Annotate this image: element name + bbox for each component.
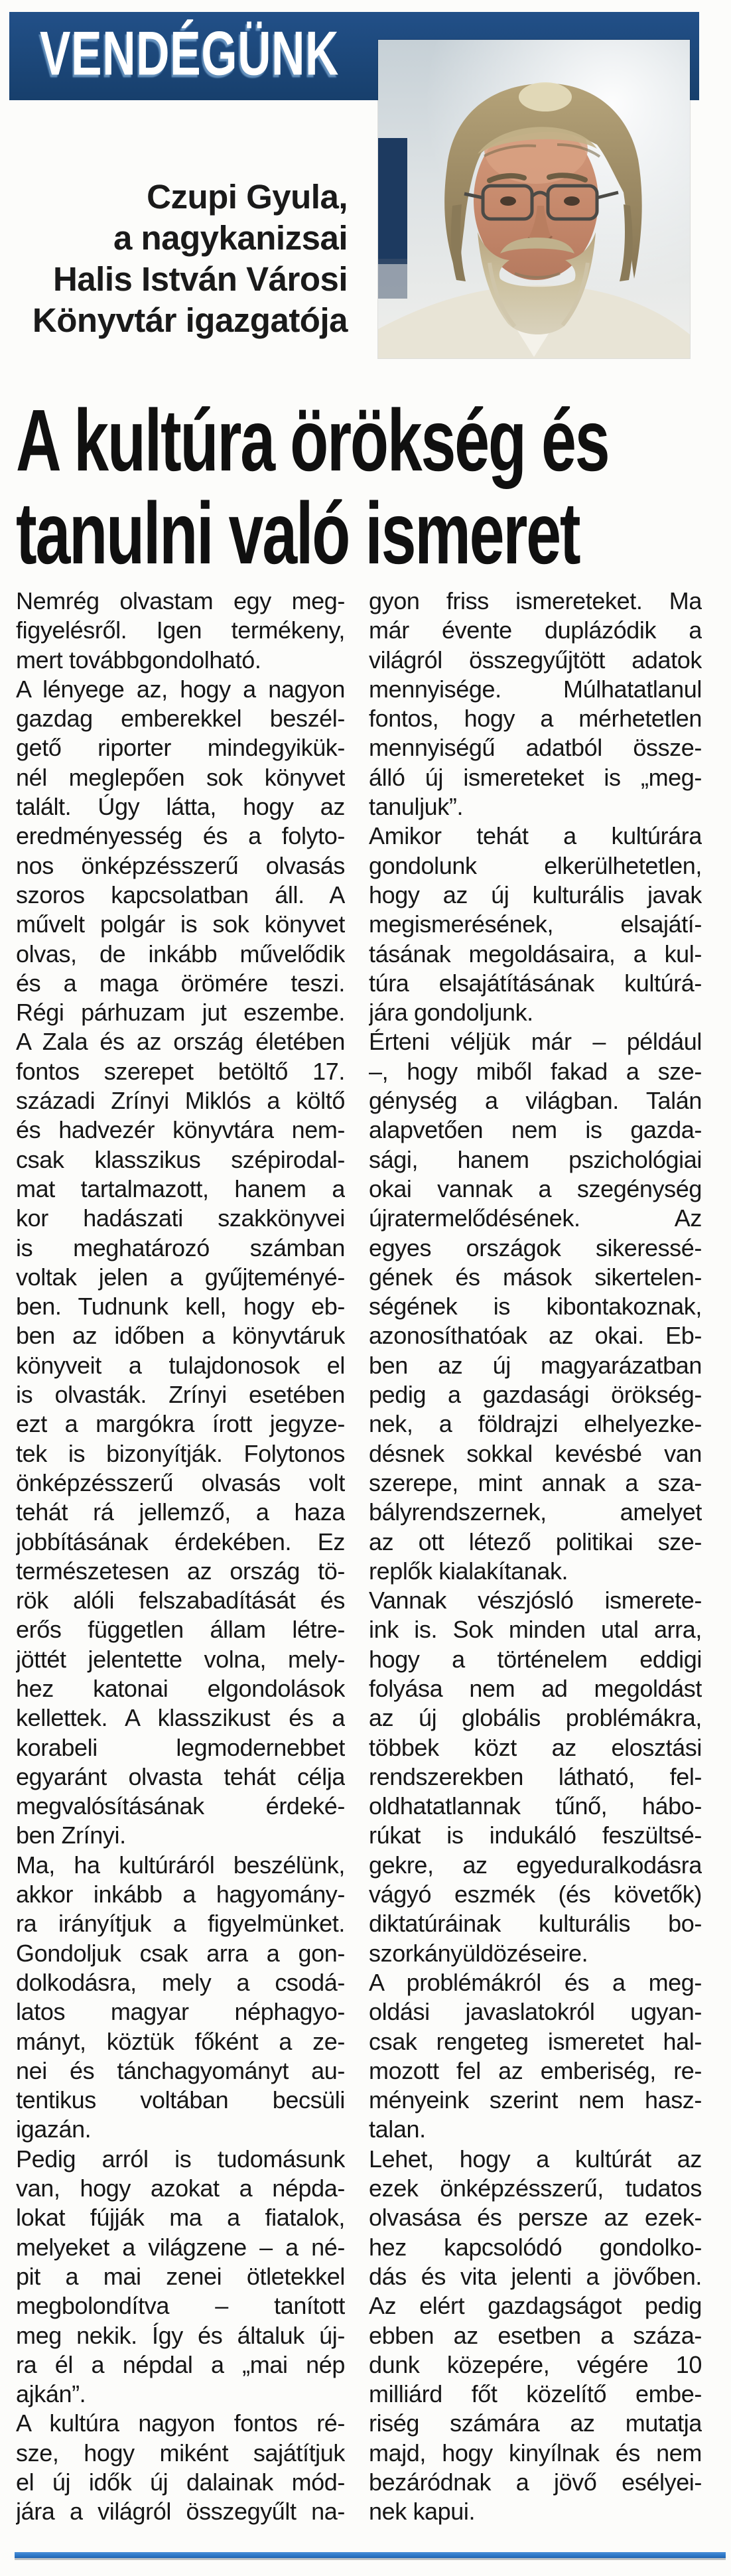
text-line: szorkányüldözéseire. [369, 1939, 588, 1967]
text-line: gető riporter mindegyikük- [16, 734, 345, 762]
text-line: fontos szerepet betöltő 17. [16, 1057, 345, 1085]
text-line: gazdag emberekkel beszél- [16, 705, 345, 733]
caption-line: a nagykanizsai [113, 219, 348, 257]
text-line: talált. Úgy látta, hogy az [16, 793, 345, 821]
text-line: századi Zrínyi Miklós a költő [16, 1087, 345, 1115]
text-line: nek, a földrajzi elhelyezke- [369, 1410, 702, 1438]
caption-line: Könyvtár igazgatója [32, 301, 348, 339]
text-line: van, hogy azokat a népda- [16, 2175, 345, 2202]
text-line: latos magyar néphagyo- [16, 1998, 345, 2026]
text-line: csak klasszikus szépirodal- [16, 1145, 345, 1173]
text-line: ben az új magyarázatban [369, 1351, 702, 1379]
headline-line-1: A kultúra örökség és [16, 392, 609, 489]
text-line: gondolunk elkerülhetetlen, [369, 851, 702, 879]
text-line: meg nekik. Így és általuk új- [16, 2321, 345, 2349]
text-line: gyon friss ismereteket. Ma [369, 587, 702, 614]
left-column [16, 587, 345, 2527]
text-line: voltak jelen a gyűjteményé- [16, 1263, 345, 1291]
text-line: már évente duplázódik a [369, 616, 702, 644]
text-line: désnek sokkal kevésbé van [369, 1439, 702, 1467]
text-line: el új idők új dalainak mód- [16, 2469, 345, 2496]
text-line: Pedig arról is tudomásunk [16, 2145, 345, 2173]
text-line: milliárd főt közelítő embe- [369, 2380, 702, 2408]
text-line: korabeli legmodernebbet [16, 1733, 345, 1761]
text-line: is olvasták. Zrínyi esetében [16, 1381, 345, 1409]
text-line: sági, hanem pszichológiai [369, 1145, 702, 1173]
text-line: és a maga örömére teszi. [16, 969, 345, 997]
text-line: tanuljuk”. [369, 793, 464, 821]
text-line: nos önképzésszerű olvasás [16, 851, 345, 879]
bottom-rule [15, 2552, 726, 2558]
text-line: talan. [369, 2115, 426, 2143]
text-line: pit a mai zenei ötletekkel [16, 2262, 345, 2290]
text-line: A Zala és az ország életében [16, 1028, 345, 1056]
text-line: ben az időben a könyvtáruk [16, 1322, 345, 1350]
text-line: nei és tánchagyományt au- [16, 2056, 345, 2084]
text-line: hez kapcsolódó gondolko- [369, 2233, 702, 2261]
text-line: gekre, az egyeduralkodásra [369, 1851, 702, 1879]
text-line: ezek önképzésszerű, tudatos [369, 2175, 702, 2202]
text-line: ajkán”. [16, 2380, 86, 2408]
text-line: erős független állam létre- [16, 1616, 345, 1644]
text-line: Nemrég olvastam egy meg- [16, 587, 345, 614]
text-line: egyes országok sikeressé- [369, 1234, 702, 1261]
text-line: tehát rá jellemző, a haza [16, 1498, 345, 1526]
text-line: Régi párhuzam jut eszembe. [16, 999, 345, 1027]
text-line: melyeket a világzene – a né- [16, 2233, 345, 2261]
text-line: olvas, de inkább művelődik [16, 940, 345, 967]
text-line: ra irányítjuk a figyelmünket. [16, 1910, 345, 1938]
text-line: túra elsajátításának kultúrá- [369, 969, 702, 997]
text-line: Ma, ha kultúráról beszélünk, [16, 1851, 345, 1879]
text-line: Lehet, hogy a kultúrát az [369, 2145, 702, 2173]
text-line: olvasása és persze az ezek- [369, 2204, 702, 2232]
text-line: eredményesség és a folyto- [16, 822, 345, 850]
text-line: szoros kapcsolatban áll. A [16, 881, 345, 908]
right-column [369, 587, 702, 2527]
text-line: lokat fújják ma a fiatalok, [16, 2204, 345, 2232]
text-line: is meghatározó számban [16, 1234, 345, 1261]
text-line: diktatúráinak kulturális bo- [369, 1910, 702, 1938]
text-line: oldási javaslatokról ugyan- [369, 1998, 702, 2026]
portrait-photo [378, 40, 690, 358]
text-line: fontos, hogy a mérhetetlen [369, 705, 702, 733]
text-line: csak rengeteg ismeretet hal- [369, 2027, 702, 2055]
text-line: művelt polgár is sok könyvet [16, 910, 345, 938]
caption [27, 177, 348, 341]
text-line: bezáródnak a jövő esélyei- [369, 2469, 702, 2496]
text-line: tek is bizonyítják. Folytonos [16, 1439, 345, 1467]
text-line: Gondoljuk csak arra a gon- [16, 1939, 345, 1967]
text-line: vágyó eszmék (és követők) [369, 1881, 702, 1908]
text-line: jára a világról összegyűlt na- [16, 2498, 345, 2526]
text-line: mennyisége. Múlhatatlanul [369, 675, 702, 703]
text-line: rendszerekben látható, fel- [369, 1762, 702, 1790]
text-line: dunk közepére, végére 10 [369, 2350, 702, 2378]
text-line: és hadvezér könyvtára nem- [16, 1116, 345, 1144]
text-line: okai vannak a szegénység [369, 1175, 702, 1202]
text-line: dolkodásra, mely a csodá- [16, 1968, 345, 1996]
text-line: A problémákról és a meg- [369, 1968, 702, 1996]
text-line: ben. Tudnunk kell, hogy eb- [16, 1293, 345, 1321]
text-line: önképzésszerű olvasás volt [16, 1468, 345, 1496]
photo-left-navy-panel [378, 138, 407, 264]
text-line: ményeink szerint nem hasz- [369, 2086, 702, 2114]
text-line: az új globális problémákra, [369, 1704, 702, 1732]
text-line: mányt, köztük főként a ze- [16, 2027, 345, 2055]
text-line: mennyiségű adatból össze- [369, 734, 702, 762]
text-line: többek közt az elosztási [369, 1733, 702, 1761]
text-line: rök alóli felszabadítását és [16, 1587, 345, 1614]
text-line: egyaránt olvasta tehát célja [16, 1762, 345, 1790]
text-line: nél meglepően sok könyvet [16, 763, 345, 791]
text-line: tásának megoldásaira, a kul- [369, 940, 702, 967]
text-line: az ott létező politikai sze- [369, 1528, 702, 1555]
text-line: Érteni véljük már – például [369, 1028, 702, 1056]
text-line: ra él a népdal a „mai nép [16, 2350, 345, 2378]
text-line: azonosíthatóak az okai. Eb- [369, 1322, 702, 1350]
text-line: gének és mások sikertelen- [369, 1263, 702, 1291]
text-line: mert továbbgondolható. [16, 646, 261, 674]
text-line: riség számára az mutatja [369, 2409, 702, 2437]
article-headline [16, 394, 726, 580]
text-line: akkor inkább a hagyomány- [16, 1881, 345, 1908]
text-line: replők kialakítanak. [369, 1557, 568, 1585]
text-line: hogy a történelem eddigi [369, 1645, 702, 1673]
text-line: A lényege az, hogy a nagyon [16, 675, 345, 703]
text-line: figyelésről. Igen termékeny, [16, 616, 345, 644]
text-line: hez katonai elgondolások [16, 1674, 345, 1702]
text-line: tentikus voltában becsüli [16, 2086, 345, 2114]
text-line: újratermelődésének. Az [369, 1204, 702, 1232]
caption-line: Czupi Gyula, [147, 178, 348, 216]
headline-line-2: tanulni való ismeret [16, 484, 580, 582]
text-line: nek kapui. [369, 2498, 476, 2526]
text-line: pedig a gazdasági örökség- [369, 1381, 702, 1409]
portrait-photo-drawing [378, 40, 690, 358]
text-line: könyveit a tulajdonosok el [16, 1351, 345, 1379]
text-line: bályrendszernek, amelyet [369, 1498, 702, 1526]
text-line: kellettek. A klasszikust és a [16, 1704, 345, 1732]
text-line: oldhatatlannak tűnő, hábo- [369, 1792, 702, 1820]
text-line: szerepe, mint annak a sza- [369, 1468, 702, 1496]
text-line: ezt a margókra írott jegyze- [16, 1410, 345, 1438]
section-banner-label: VENDÉGÜNK [40, 18, 340, 88]
text-line: jára gondoljunk. [369, 999, 533, 1027]
text-line: ben Zrínyi. [16, 1822, 126, 1849]
text-line: folyása nem ad megoldást [369, 1674, 702, 1702]
text-line: mozott fel az emberiség, re- [369, 2056, 702, 2084]
text-line: kor hadászati szakkönyvei [16, 1204, 345, 1232]
text-line: természetesen az ország tö- [16, 1557, 345, 1585]
text-line: álló új ismereteket is „meg- [369, 763, 702, 791]
text-line: ink is. Sok minden utal arra, [369, 1616, 702, 1644]
text-line: sze, hogy miként sajátítjuk [16, 2439, 345, 2467]
text-line: hogy az új kulturális javak [369, 881, 702, 908]
text-line: megbolondítva – tanított [16, 2292, 345, 2320]
text-line: Az elért gazdagságot pedig [369, 2292, 702, 2320]
text-line: igazán. [16, 2115, 92, 2143]
text-line: világról összegyűjtött adatok [369, 646, 702, 674]
text-line: dás és vita jelenti a jövőben. [369, 2262, 702, 2290]
text-line: génység a világban. Talán [369, 1087, 702, 1115]
text-line: ebben az esetben a száza- [369, 2321, 702, 2349]
text-line: rúkat is indukáló feszültsé- [369, 1822, 702, 1849]
text-line: jobbításának érdekében. Ez [16, 1528, 345, 1555]
text-line: jöttét jelentette volna, mely- [16, 1645, 345, 1673]
text-line: alapvetően nem is gazda- [369, 1116, 702, 1144]
text-line: megvalósításának érdeké- [16, 1792, 345, 1820]
text-line: majd, hogy kinyílnak és nem [369, 2439, 702, 2467]
text-line: mat tartalmazott, hanem a [16, 1175, 345, 1202]
text-line: megismerésének, elsajátí- [369, 910, 702, 938]
text-line: A kultúra nagyon fontos ré- [16, 2409, 345, 2437]
text-line: ségének is kibontakoznak, [369, 1293, 702, 1321]
text-line: Vannak vészjósló ismerete- [369, 1587, 702, 1614]
text-line: Amikor tehát a kultúrára [369, 822, 702, 850]
text-line: –, hogy miből fakad a sze- [369, 1057, 702, 1085]
caption-line: Halis István Városi [52, 260, 348, 298]
